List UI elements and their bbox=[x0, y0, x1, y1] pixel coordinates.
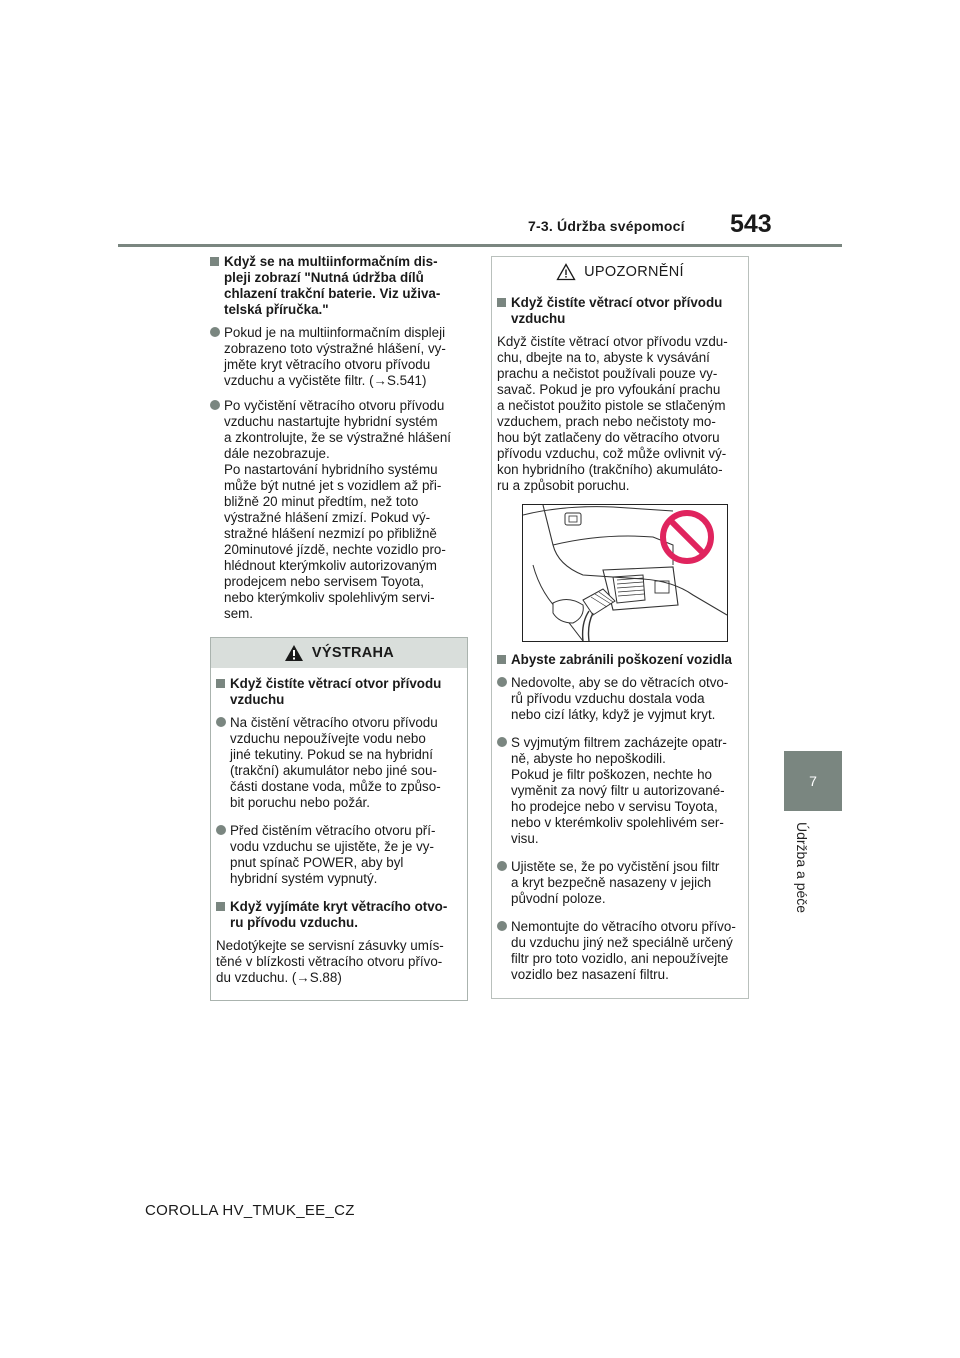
warning-heading-text: Když čistíte větrací otvor přívodu vzduchu bbox=[230, 676, 442, 707]
right-column bbox=[491, 256, 749, 999]
list-item bbox=[497, 859, 743, 907]
warning-heading bbox=[216, 676, 462, 708]
list-item bbox=[497, 919, 743, 983]
warning-box-body bbox=[211, 668, 467, 1000]
round-bullet-icon bbox=[497, 861, 507, 871]
list-item-text: Pokud je na multiinformačním displeji zobrazeno toto výstražné hlášení, vy- jměte kryt větracího otvoru přívodu vzduchu a vyčistěte filtr. (→S.541) bbox=[224, 325, 446, 388]
warning-box-header bbox=[211, 638, 467, 668]
list-item bbox=[216, 715, 462, 811]
warning-box bbox=[210, 637, 468, 1001]
section-heading-text: Když se na multiinformačním dis- pleji zobrazí "Nutná údržba dílů chlazení trakční baterie. Viz uživa- telská příručka." bbox=[224, 254, 441, 317]
list-item-text: Nedovolte, aby se do větracích otvo- rů přívodu vzduchu dostala voda nebo cizí látky, když je vyjmut kryt. bbox=[511, 675, 729, 722]
round-bullet-icon bbox=[216, 717, 226, 727]
round-bullet-icon bbox=[210, 327, 220, 337]
chapter-number: 7 bbox=[809, 773, 817, 789]
round-bullet-icon bbox=[497, 737, 507, 747]
square-bullet-icon bbox=[497, 655, 506, 664]
caution-heading-text: Abyste zabránili poškození vozidla bbox=[511, 652, 732, 667]
section-title: 7-3. Údržba svépomocí bbox=[528, 218, 685, 234]
caution-triangle-icon bbox=[556, 263, 576, 281]
list-item-text: Nemontujte do větracího otvoru přívo- du vzduchu jiný než speciálně určený filtr pro toto vozidlo, ani nepoužívejte vozidlo bez nasazení filtru. bbox=[511, 919, 736, 982]
list-item bbox=[497, 735, 743, 847]
round-bullet-icon bbox=[497, 677, 507, 687]
caution-heading bbox=[497, 652, 743, 668]
round-bullet-icon bbox=[497, 921, 507, 931]
list-item bbox=[497, 675, 743, 723]
square-bullet-icon bbox=[216, 679, 225, 688]
caution-box-body bbox=[492, 287, 748, 998]
caution-heading-text: Když čistíte větrací otvor přívodu vzduchu bbox=[511, 295, 723, 326]
warning-triangle-icon bbox=[284, 644, 304, 662]
list-item-text: Ujistěte se, že po vyčistění jsou filtr a kryt bezpečně nasazeny v jejich původní poloze. bbox=[511, 859, 720, 906]
warning-heading bbox=[216, 899, 462, 931]
list-item-text: Po vyčistění větracího otvoru přívodu vzduchu nastartujte hybridní systém a zkontrolujte, že se výstražné hlášení dále nezobrazuje. Po nastartování hybridního systému může být nutné jet s vozidlem až při- bližně 20 minut předtím, než toto výstražné hlášení zmizí. Pokud vý- stražné hlášení nezmizí po přibližně 20minutové jízdě, nechte vozidlo pro- hlédnout kterýmkoliv autorizovaným prodejcem nebo servisem Toyota, nebo kterýmkoliv spolehlivým servi- sem. bbox=[224, 398, 452, 621]
square-bullet-icon bbox=[216, 902, 225, 911]
list-item-text: Na čistění větracího otvoru přívodu vzduchu nepoužívejte vodu nebo jiné tekutiny. Pokud se na hybridní (trakční) akumulátor nebo jiné sou- části dostane voda, může to způso- bit poruchu nebo požár. bbox=[230, 715, 441, 810]
header-divider bbox=[118, 244, 842, 247]
section-heading bbox=[210, 254, 468, 318]
square-bullet-icon bbox=[210, 257, 219, 266]
page-number: 543 bbox=[730, 210, 772, 238]
prohibition-icon bbox=[659, 509, 715, 565]
caution-box bbox=[491, 256, 749, 999]
list-item-text: S vyjmutým filtrem zacházejte opatr- ně, abyste ho nepoškodili. Pokud je filtr poškozen, nechte ho vyměnit za nový filtr u autorizované- ho prodejce nebo v servisu Toyota, nebo v kterémkoliv spolehlivém ser- visu. bbox=[511, 735, 727, 846]
chapter-name: Údržba a péče bbox=[794, 822, 810, 914]
air-vent-cleaning-illustration bbox=[522, 504, 728, 642]
caution-heading bbox=[497, 295, 743, 327]
round-bullet-icon bbox=[216, 825, 226, 835]
square-bullet-icon bbox=[497, 298, 506, 307]
round-bullet-icon bbox=[210, 400, 220, 410]
document-code: COROLLA HV_TMUK_EE_CZ bbox=[145, 1202, 355, 1219]
warning-heading-text: Když vyjímáte kryt větracího otvo- ru přívodu vzduchu. bbox=[230, 899, 448, 930]
list-item-text: Před čistěním větracího otvoru pří- vodu vzduchu se ujistěte, že je vy- pnut spínač POWER, aby byl hybridní systém vypnutý. bbox=[230, 823, 436, 886]
left-column bbox=[210, 254, 468, 1001]
caution-box-header bbox=[492, 257, 748, 287]
list-item bbox=[210, 325, 468, 389]
warning-box-title: VÝSTRAHA bbox=[311, 645, 395, 661]
list-item bbox=[210, 398, 468, 622]
caution-box-title: UPOZORNĚNÍ bbox=[584, 264, 684, 280]
chapter-tab bbox=[784, 751, 842, 811]
list-item bbox=[216, 823, 462, 887]
warning-text: Nedotýkejte se servisní zásuvky umís- těné v blízkosti větracího otvoru přívo- du vzduchu. (→S.88) bbox=[216, 938, 444, 985]
caution-text: Když čistíte větrací otvor přívodu vzdu- chu, dbejte na to, abyste k vysávání prachu a nečistot používali pouze vy- savač. Pokud je pro vyfoukání prachu a nečistot použito pistole se stlačeným vzduchem, prach nebo nečistoty mo- hou být zatlačeny do větracího otvoru přívodu vzduchu, což může ovlivnit vý- kon hybridního (trakčního) akumuláto- ru a způsobit poruchu. bbox=[497, 334, 728, 493]
